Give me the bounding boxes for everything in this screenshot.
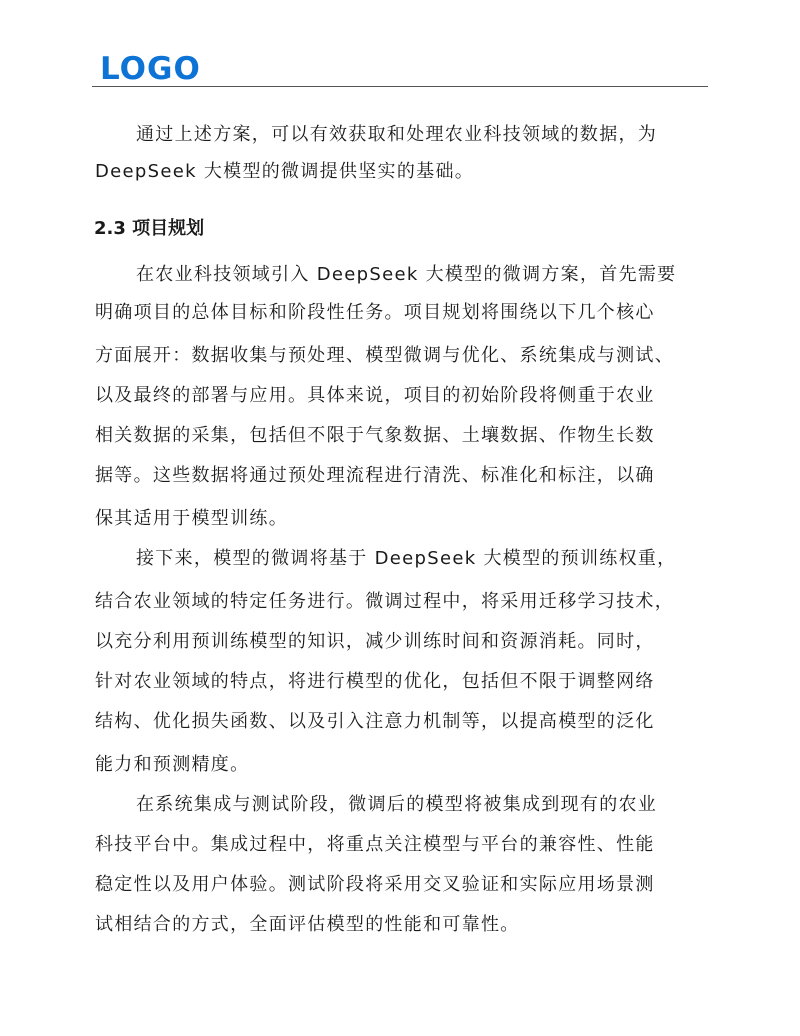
paragraph-1-line-5: 相关数据的采集，包括但不限于气象数据、土壤数据、作物生长数 bbox=[95, 425, 655, 446]
header-divider bbox=[92, 86, 708, 87]
paragraph-2-line-3: 以充分利用预训练模型的知识，减少训练时间和资源消耗。同时， bbox=[95, 631, 655, 652]
paragraph-2-line-6: 能力和预测精度。 bbox=[95, 754, 250, 775]
paragraph-1-line-6: 据等。这些数据将通过预处理流程进行清洗、标准化和标注，以确 bbox=[95, 465, 655, 486]
paragraph-2-line-4: 针对农业领域的特点，将进行模型的优化，包括但不限于调整网络 bbox=[95, 671, 655, 692]
paragraph-2-line-5: 结构、优化损失函数、以及引入注意力机制等，以提高模型的泛化 bbox=[95, 711, 655, 732]
paragraph-1-line-2: 明确项目的总体目标和阶段性任务。项目规划将围绕以下几个核心 bbox=[95, 302, 655, 323]
intro-line-2: DeepSeek 大模型的微调提供坚实的基础。 bbox=[95, 161, 475, 182]
paragraph-2-line-1: 接下来，模型的微调将基于 DeepSeek 大模型的预训练权重， bbox=[136, 548, 677, 569]
paragraph-3-line-1: 在系统集成与测试阶段，微调后的模型将被集成到现有的农业 bbox=[136, 794, 658, 815]
section-heading: 2.3 项目规划 bbox=[94, 218, 205, 239]
paragraph-1-line-3: 方面展开：数据收集与预处理、模型微调与优化、系统集成与测试、 bbox=[95, 345, 674, 366]
logo: LOGO bbox=[100, 51, 201, 87]
paragraph-1-line-7: 保其适用于模型训练。 bbox=[95, 508, 288, 529]
page-header bbox=[92, 52, 708, 88]
intro-line-1: 通过上述方案，可以有效获取和处理农业科技领域的数据，为 bbox=[136, 124, 658, 145]
paragraph-3-line-4: 试相结合的方式，全面评估模型的性能和可靠性。 bbox=[95, 914, 520, 935]
paragraph-1-line-4: 以及最终的部署与应用。具体来说，项目的初始阶段将侧重于农业 bbox=[95, 385, 655, 406]
paragraph-1-line-1: 在农业科技领域引入 DeepSeek 大模型的微调方案，首先需要 bbox=[136, 264, 677, 285]
paragraph-3-line-3: 稳定性以及用户体验。测试阶段将采用交叉验证和实际应用场景测 bbox=[95, 874, 655, 895]
paragraph-2-line-2: 结合农业领域的特定任务进行。微调过程中，将采用迁移学习技术， bbox=[95, 591, 674, 612]
paragraph-3-line-2: 科技平台中。集成过程中，将重点关注模型与平台的兼容性、性能 bbox=[95, 834, 655, 855]
